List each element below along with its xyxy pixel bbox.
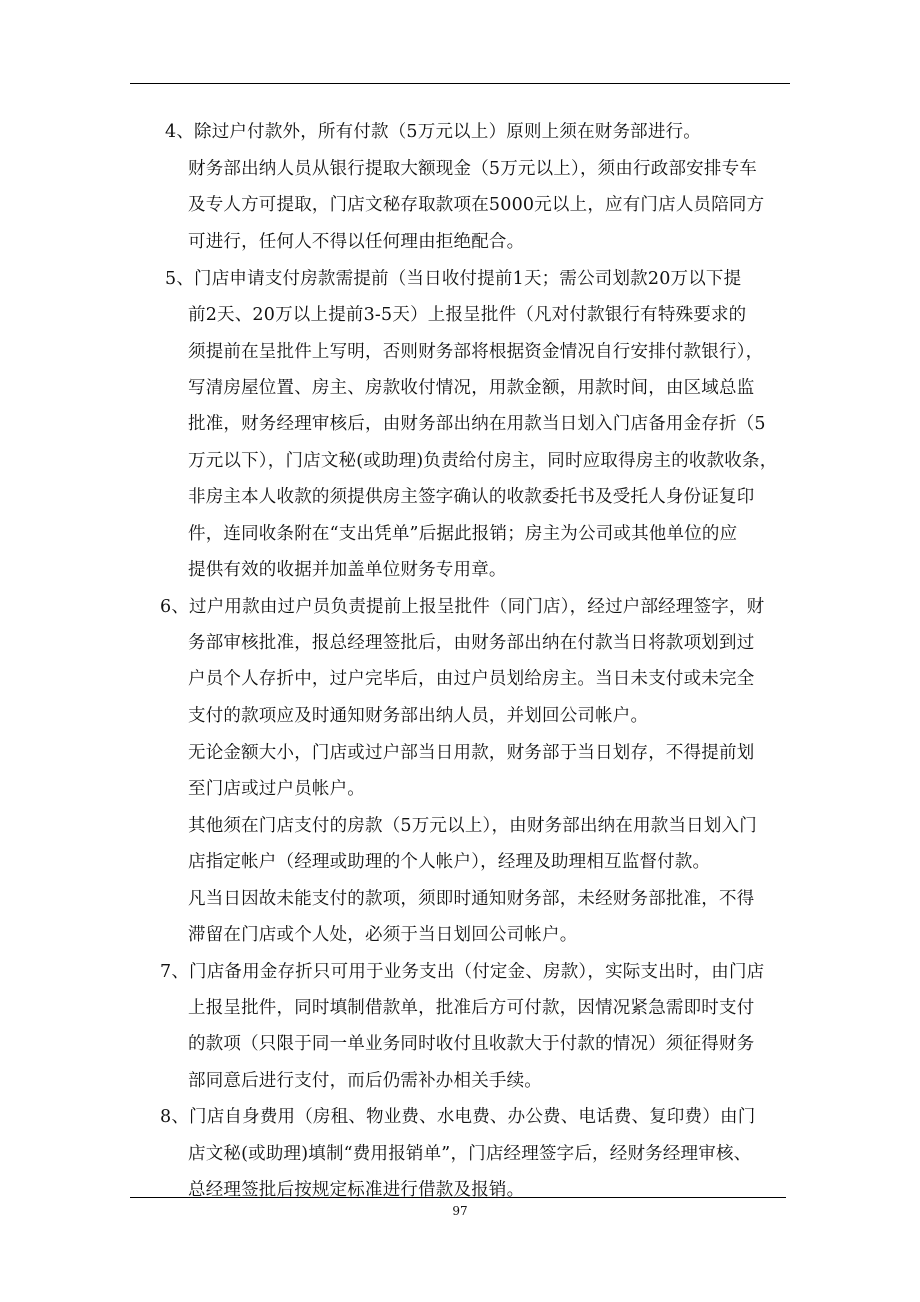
paragraph-line: 财务部出纳人员从银行提取大额现金（5万元以上），须由行政部安排专车	[188, 159, 757, 179]
paragraph-line: 其他须在门店支付的房款（5万元以上），由财务部出纳在用款当日划入门	[188, 816, 757, 836]
paragraph-line: 4、除过户付款外，所有付款（5万元以上）原则上须在财务部进行。	[165, 122, 701, 142]
paragraph-line: 5、门店申请支付房款需提前（当日收付提前1天；需公司划款20万以下提	[165, 269, 742, 289]
paragraph-line: 写清房屋位置、房主、房款收付情况，用款金额，用款时间，由区域总监	[188, 378, 755, 398]
paragraph-line: 8、门店自身费用（房租、物业费、水电费、办公费、电话费、复印费）由门	[160, 1107, 756, 1127]
paragraph-line: 非房主本人收款的须提供房主签字确认的收款委托书及受托人身份证复印	[188, 487, 755, 507]
paragraph-line: 支付的款项应及时通知财务部出纳人员，并划回公司帐户。	[188, 706, 649, 726]
paragraph-line: 7、门店备用金存折只可用于业务支出（付定金、房款），实际支出时，由门店	[160, 962, 765, 982]
paragraph-line: 万元以下），门店文秘(或助理)负责给付房主，同时应取得房主的收款收条，	[188, 451, 778, 471]
paragraph-line: 可进行，任何人不得以任何理由拒绝配合。	[188, 232, 525, 252]
paragraph-line: 前2天、20万以上提前3-5天）上报呈批件（凡对付款银行有特殊要求的	[188, 305, 747, 325]
paragraph-line: 须提前在呈批件上写明，否则财务部将根据资金情况自行安排付款银行），	[188, 342, 764, 362]
paragraph-line: 滞留在门店或个人处，必须于当日划回公司帐户。	[188, 925, 578, 945]
paragraph-line: 店指定帐户（经理或助理的个人帐户），经理及助理相互监督付款。	[188, 852, 711, 872]
paragraph-line: 部同意后进行支付，而后仍需补办相关手续。	[188, 1071, 542, 1091]
paragraph-line: 店文秘(或助理)填制“费用报销单”，门店经理签字后，经财务经理审核、	[188, 1144, 752, 1164]
paragraph-line: 总经理签批后按规定标准进行借款及报销。	[188, 1180, 525, 1200]
paragraph-line: 及专人方可提取，门店文秘存取款项在5000元以上，应有门店人员陪同方	[188, 195, 765, 215]
paragraph-line: 的款项（只限于同一单业务同时收付且收款大于付款的情况）须征得财务	[188, 1034, 755, 1054]
paragraph-line: 提供有效的收据并加盖单位财务专用章。	[188, 560, 507, 580]
paragraph-line: 户员个人存折中，过户完毕后，由过户员划给房主。当日未支付或未完全	[188, 669, 755, 689]
paragraph-line: 无论金额大小，门店或过户部当日用款，财务部于当日划存，不得提前划	[188, 743, 755, 763]
paragraph-line: 件，连同收条附在“支出凭单”后据此报销；房主为公司或其他单位的应	[188, 524, 738, 544]
paragraph-line: 凡当日因故未能支付的款项，须即时通知财务部，未经财务部批准，不得	[188, 889, 755, 909]
paragraph-line: 批准，财务经理审核后，由财务部出纳在用款当日划入门店备用金存折（5	[188, 414, 766, 434]
paragraph-line: 上报呈批件，同时填制借款单，批准后方可付款，因情况紧急需即时支付	[188, 998, 755, 1018]
paragraph-line: 务部审核批准，报总经理签批后，由财务部出纳在付款当日将款项划到过	[188, 633, 755, 653]
paragraph-line: 6、过户用款由过户员负责提前上报呈批件（同门店），经过户部经理签字，财	[160, 597, 765, 617]
page-number: 97	[452, 1204, 468, 1218]
paragraph-line: 至门店或过户员帐户。	[188, 779, 365, 799]
footer-rule	[130, 1197, 786, 1198]
header-rule	[130, 83, 790, 84]
